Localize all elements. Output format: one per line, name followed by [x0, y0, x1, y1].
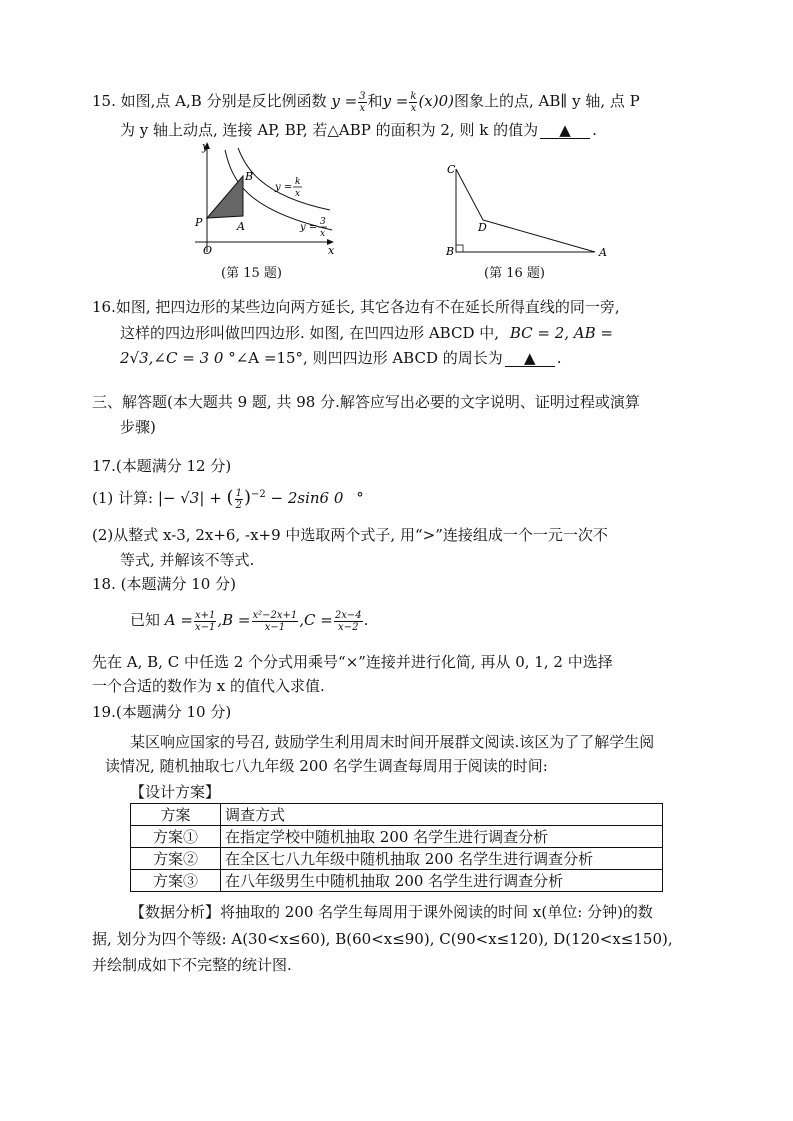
q16-line3: [120, 347, 562, 369]
q15-part1: 如图,点 A,B 分别是反比例函数: [120, 92, 327, 110]
q17-part1: [92, 484, 364, 511]
q15-f1-fraction: [358, 91, 366, 114]
table-cell-method: 在全区七八九年级中随机抽取 200 名学生进行调查分析: [221, 848, 663, 870]
q17-p1-rest: − 2sin6 0: [270, 489, 344, 507]
q15-line2: [120, 119, 597, 141]
q15-and: 和: [367, 92, 383, 110]
q18-end: .: [363, 611, 369, 629]
q15-label-curve-k-lhs: y =: [275, 182, 293, 193]
q17-paren-close: ): [243, 487, 251, 508]
table-row: [131, 870, 663, 892]
table-row: [131, 848, 663, 870]
q16-end: .: [556, 349, 562, 367]
q19-analysis-line1: 【数据分析】将抽取的 200 名学生每周用于课外阅读的时间 x(单位: 分钟)的数: [130, 903, 653, 921]
q16-label-a: A: [599, 246, 607, 259]
q17-p2-line2: 等式, 并解该不等式.: [120, 551, 255, 569]
q18-b-num: x²−2x+1: [252, 609, 298, 621]
q15-label-curve-k-den: x: [295, 189, 301, 199]
table-row: [131, 826, 663, 848]
q19-line1: 某区响应国家的号召, 鼓励学生利用周末时间开展群文阅读.该区为了了解学生阅: [130, 733, 655, 751]
q17-half-num: 1: [235, 487, 242, 499]
q16-line3-text: °∠A =15°, 则凹四边形 ABCD 的周长为: [228, 349, 503, 367]
q17-header: 17.(本题满分 12 分): [92, 457, 232, 475]
q15-label-y: y: [202, 140, 209, 153]
section3-heading: 三、解答题(本大题共 9 题, 共 98 分.解答应写出必要的文字说明、证明过程或演算: [92, 393, 640, 411]
q18-b-lhs: ,B =: [217, 611, 251, 629]
q17-p1-exp: −2: [250, 489, 266, 500]
q18-a-num: x+1: [194, 609, 216, 621]
q19-line2: 读情况, 随机抽取七八九年级 200 名学生调查每周用于阅读的时间:: [105, 757, 548, 775]
q15-answer-mark: ▲: [559, 121, 571, 139]
table-header-method: 调查方式: [221, 804, 663, 826]
table-cell-plan: 方案③: [131, 870, 221, 892]
q16-label-c: C: [447, 163, 456, 176]
q15-label-curve-k-num: k: [295, 177, 301, 187]
q18-a-lhs: A =: [164, 611, 193, 629]
q17-p1-deg: °: [356, 489, 364, 507]
q16-label-d: D: [478, 221, 487, 234]
table-cell-plan: 方案①: [131, 826, 221, 848]
table-cell-plan: 方案②: [131, 848, 221, 870]
q19-analysis-line3: 并绘制成如下不完整的统计图.: [92, 956, 292, 974]
q17-p1-plus: +: [209, 489, 222, 507]
q16-answer-mark: ▲: [523, 349, 536, 367]
table-cell-method: 在指定学校中随机抽取 200 名学生进行调查分析: [221, 826, 663, 848]
q18-c-lhs: ,C =: [299, 611, 333, 629]
q16-line1: 16.如图, 把四边形的某些边向两方延长, 其它各边有不在延长所得直线的同一旁,: [92, 298, 620, 316]
q15-f1-num: 3: [359, 90, 366, 102]
q19-design-title: 【设计方案】: [130, 783, 221, 801]
q15-caption: (第 15 题): [221, 266, 282, 281]
q16-label-b: B: [446, 245, 455, 258]
q18-c-num: 2x−4: [334, 609, 362, 621]
section3-heading-cont: 步骤): [120, 418, 156, 436]
q15-f2-den: x: [410, 102, 417, 114]
q15-f2-fraction: [409, 91, 417, 114]
q18-c-den: x−2: [338, 621, 359, 633]
q17-paren-open: (: [226, 487, 234, 508]
q18-b-fraction: [252, 610, 299, 633]
q18-known-line: [130, 605, 368, 635]
q15-number: 15.: [92, 92, 116, 110]
q18-header: 18. (本题满分 10 分): [92, 575, 236, 593]
q15-figure: [180, 140, 340, 258]
q15-triangle-abp: [207, 176, 243, 218]
q15-label-b: B: [245, 170, 254, 183]
q15-part2: 图象上的点, AB∥ y 轴, 点 P: [454, 92, 640, 110]
q16-line2-text: 这样的四边形叫做凹四边形. 如图, 在凹四边形 ABCD 中,: [120, 324, 500, 342]
q15-f2-lhs: y =: [382, 92, 409, 110]
q15-line1: [92, 90, 640, 114]
q15-label-x: x: [328, 244, 335, 257]
q15-f1-lhs: y =: [331, 92, 358, 110]
table-header-row: [131, 804, 663, 826]
q16-right-angle-mark: [456, 245, 463, 252]
q15-answer-blank: [540, 122, 590, 139]
q18-a-den: x−1: [194, 621, 216, 633]
q19-header: 19.(本题满分 10 分): [92, 703, 232, 721]
q16-line3-math: 2√3,∠C = 3 0: [120, 349, 224, 367]
q16-answer-blank: [505, 350, 555, 367]
q18-b-den: x−1: [264, 621, 286, 633]
q17-p2-line1: (2)从整式 x-3, 2x+6, -x+9 中选取两个式子, 用“>”连接组成一个一元一次不: [92, 526, 608, 544]
q17-p1-label: (1) 计算:: [92, 489, 154, 507]
q15-f2-num: k: [410, 90, 417, 102]
q16-figure: [440, 155, 615, 260]
q17-p1-abs: |− √3|: [157, 489, 205, 507]
q16-line2-math: BC = 2, AB =: [509, 324, 613, 342]
q15-f1-den: x: [359, 102, 366, 114]
table-cell-method: 在八年级男生中随机抽取 200 名学生进行调查分析: [221, 870, 663, 892]
q16-line2: [120, 322, 613, 344]
q15-f2-cond: (x)0): [418, 92, 454, 110]
q18-c-fraction: [334, 610, 363, 633]
q16-quadrilateral: [456, 169, 595, 252]
q19-analysis-line2: 据, 划分为四个等级: A(30<x≤60), B(60<x≤90), C(90<x≤120), D(120<x≤150),: [92, 930, 673, 948]
q15-label-p: P: [195, 216, 203, 229]
q18-a-fraction: [194, 610, 216, 633]
q18-line2: 先在 A, B, C 中任选 2 个分式用乘号“×”连接并进行化简, 再从 0, 1, 2 中选择: [92, 653, 613, 671]
q19-plan-table: [130, 803, 663, 892]
table-header-plan: 方案: [131, 804, 221, 826]
q15-line2-text: 为 y 轴上动点, 连接 AP, BP, 若△ABP 的面积为 2, 则 k 的值为: [120, 121, 539, 139]
q18-line3: 一个合适的数作为 x 的值代入求值.: [92, 677, 325, 695]
q15-label-o: O: [203, 244, 213, 257]
q16-caption: (第 16 题): [484, 266, 545, 281]
q15-label-curve-3-num: 3: [320, 217, 326, 227]
q15-label-curve-3-den: x: [320, 229, 326, 239]
q15-label-a: A: [237, 220, 245, 233]
q15-label-curve-3-lhs: y =: [300, 222, 318, 233]
q17-half-den: 2: [235, 499, 242, 511]
q15-end: .: [592, 121, 597, 139]
q17-half-fraction: [235, 488, 243, 511]
q18-known: 已知: [130, 611, 161, 629]
